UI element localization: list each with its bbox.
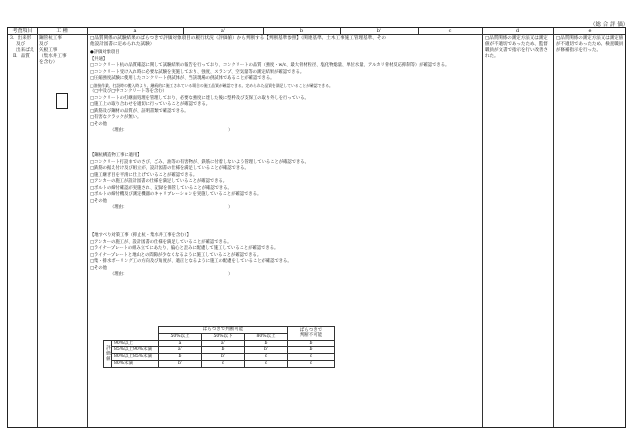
column-header-a-prime: a': [220, 28, 226, 34]
landslide-item-4[interactable]: □集・排水ボーリング工の方向及び角度が、適正となるように施工の配慮をしていることが確認できる。: [90, 259, 292, 264]
table-side-label: 評価値: [104, 340, 112, 367]
d-column-text[interactable]: □品質関係の測定方法又は測定値が不適切であったため、監督職員が文書で指示を行い改善された。: [485, 36, 548, 59]
column-header-b-prime: b': [376, 28, 382, 34]
section-common: ●評価対象項目 【共通】 □コンクリート杭の品質確認に関して試験結果の報告を行っており、コンクリートの品質（強度・w/c、最大骨材粒径、塩化物総量、単位水量、アルカリ骨材反応抑制等）が確認できる。 □コンクリート受け入れ時に必要な試験を実施しており、強度、スランプ、空気量等の測定結果が確認できる。 □圧縮強度試験に使用したコンクリート供試体が、当該現場の供試体であることが確認できる。 □溶接作業、打設時の搬入時より、継続的に施工されている場合の施工品質が確認できる。定められた品質を満足していることが確認できる。 （□中及び□中コンクリート等を含む） □コンクリートの打継面処理を管理しており、必要な強度に達した後に型枠及び支保工の取り外しを行っている。 □施工上の取り合わせを適切に行っていることが確認できる。 □鉄筋及び鋼材の品質が、証明書類で確認できる。 □有害なクラックが無い。 □その他 （理由： ）: [90, 50, 480, 135]
common-item-2[interactable]: □コンクリート受け入れ時に必要な試験を実施しており、強度、スランプ、空気量等の測定結果が確認できる。: [90, 69, 305, 75]
landslide-item-3[interactable]: □ライナープレートと地山との間隙が少なくなるように施工していることが確認できる。: [90, 252, 262, 258]
e-column-text[interactable]: □品質関係の測定方法又は測定値が不適切であったため、検査職員が修補指示を行った。: [556, 36, 624, 53]
column-header-e: e: [588, 28, 592, 34]
column-header-type: 工 種: [56, 28, 68, 34]
landslide-reason: （理由： ）: [110, 272, 233, 277]
common-item-4[interactable]: □溶接作業、打設時の搬入時より、継続的に施工されている場合の施工品質が確認できる。定められた品質を満足していることが確認できる。: [90, 82, 333, 88]
table-right-header: ばらつきで 判断不可能: [288, 327, 335, 341]
section-steel: 【鋼杭構造物工事に適用】 □コンクリート打設までのさび、ごみ、油等の有害物が、鉄筋に付着しないよう管理していることが確認できる。 □鉄筋の据え付け及び組立が、設計図書の仕様を満足していることが確認できる。 □施工継ぎ目を平滑に仕上げていることが確認できる。 □アンカーの施工が設計図書の仕様を満足していることが確認できる。 □ボルトの締付確認が実施され、記録を保管していることが確認できる。 □ボルトの締付機及び測定機器のキャリブレーションを実施していることが確認できる。 □その他 （理由： ）: [90, 153, 480, 212]
steel-item-6[interactable]: □ボルトの締付機及び測定機器のキャリブレーションを実施していることが確認できる。: [90, 192, 262, 197]
common-item-1[interactable]: □コンクリート杭の品質確認に関して試験結果の報告を行っており、コンクリートの品質（強度・w/c、最大骨材粒径、塩化物総量、単位水量、アルカリ骨材反応抑制等）が確認できる。: [90, 63, 450, 68]
steel-item-5[interactable]: □ボルトの締付確認が実施され、記録を保管していることが確認できる。: [90, 185, 232, 191]
column-header-item: 考査項目: [12, 28, 33, 34]
score-checkbox[interactable]: [56, 93, 68, 109]
steel-reason: （理由： ）: [110, 205, 233, 210]
page-header: （総 合 評 価）: [590, 22, 629, 28]
common-item-7[interactable]: □施工上の取り合わせを適切に行っていることが確認できる。: [90, 102, 211, 107]
column-header-b: b: [299, 28, 304, 34]
section-landslide: 【地すべり対策工事（抑止杭・集水井工事を含む）】 □アンカーの施工が、設計図書の仕様を満足していることが確認できる。 □ライナープレートの組み立てにあたり、偏心と歪みに配慮して施工していることが確認できる。 □ライナープレートと地山との間隙が少なくなるように施工していることが確認できる。 □集・排水ボーリング工の方向及び角度が、適正となるように施工の配慮をしていることが確認できる。 □その他 （理由： ）: [90, 233, 480, 279]
intro-text: □品質関係の試験結果のばらつきで評価対象項目の履行状況（評価値）から判断する【判断基準参照】（関連基準、土木工事施工管理基準、その他設計図書に定められた試験）: [90, 36, 387, 47]
steel-item-4[interactable]: □アンカーの施工が設計図書の仕様を満足していることが確認できる。: [90, 179, 228, 184]
steel-item-1[interactable]: □コンクリート打設までのさび、ごみ、油等の有害物が、鉄筋に付着しないよう管理していることが確認できる。: [90, 159, 309, 165]
landslide-item-other[interactable]: □その他: [90, 265, 107, 271]
evaluation-sheet: [7, 27, 626, 428]
column-header-a: a: [133, 28, 137, 34]
table-group-header: ばらつきで判断可能: [159, 327, 288, 334]
landslide-item-2[interactable]: □ライナープレートの組み立てにあたり、偏心と歪みに配慮して施工していることが確認できる。: [90, 246, 279, 251]
column-header-d: d: [515, 28, 520, 34]
steel-item-other[interactable]: □その他: [90, 198, 107, 204]
common-item-6[interactable]: □コンクリートの打継面処理を管理しており、必要な強度に達した後に型枠及び支保工の取り外しを行っている。: [90, 95, 309, 101]
item-label: 3．出来形 及び 出来ばえ Ⅱ．品質: [10, 36, 35, 59]
evaluation-table: ばらつきで判断可能 ばらつきで 判断不可能 50%以上 50%以下 80%以上 評価値 90%以上 a a' b b 85%以上90%未満 a' b b' b 80%以上85%未満 b b' c c 80%未満 b' c c c: [103, 326, 335, 368]
steel-item-2[interactable]: □鉄筋の据え付け及び組立が、設計図書の仕様を満足していることが確認できる。: [90, 166, 249, 171]
common-reason: （理由： ）: [110, 128, 233, 133]
column-header-c: c: [448, 28, 452, 34]
common-item-other[interactable]: □その他: [90, 121, 107, 127]
landslide-item-1[interactable]: □アンカーの施工が、設計図書の仕様を満足していることが確認できる。: [90, 239, 232, 245]
steel-item-3[interactable]: □施工継ぎ目を平滑に仕上げていることが確認できる。: [90, 172, 198, 178]
common-item-9[interactable]: □有害なクラックが無い。: [90, 115, 142, 120]
common-item-5: （□中及び□中コンクリート等を含む）: [90, 89, 167, 94]
common-item-3[interactable]: □圧縮強度試験に使用したコンクリート供試体が、当該現場の供試体であることが確認できる。: [90, 76, 275, 81]
type-label: 鋼管杭工事 及び 矢板工事 （集水井工事 を含む）: [39, 36, 67, 65]
common-item-8[interactable]: □鉄筋及び鋼材の品質が、証明書類で確認できる。: [90, 108, 189, 114]
